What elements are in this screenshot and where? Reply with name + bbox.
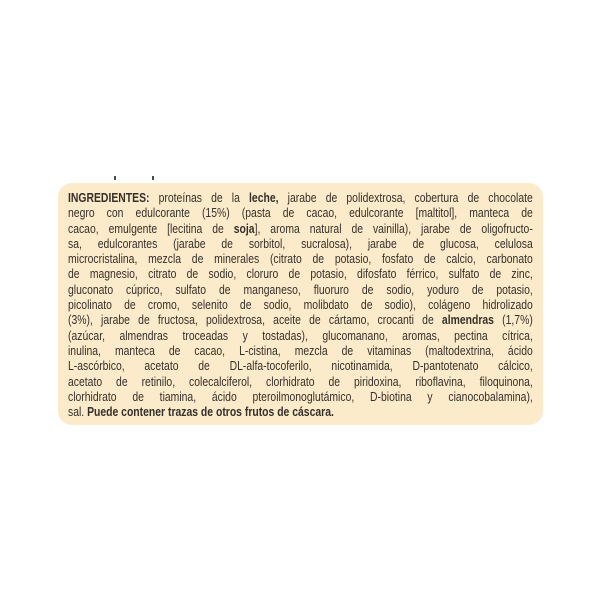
ingredient-text: de magnesio, citrato de sodio, cloruro de potasio, difosfato férrico, sulfato de zinc, bbox=[68, 266, 533, 282]
ingredient-text: ], aroma natural de vainilla), jarabe de oligofructo- bbox=[254, 220, 533, 236]
ingredient-text: inulina, manteca de cacao, L-cistina, mezcla de vitaminas (maltodextrina, ácido bbox=[68, 342, 533, 358]
ingredient-bold-text: INGREDIENTES: bbox=[68, 190, 150, 205]
ingredients-line bbox=[68, 343, 533, 358]
ingredients-line bbox=[68, 282, 533, 297]
ingredient-bold-text: leche, bbox=[249, 190, 279, 205]
ingredients-line bbox=[68, 221, 533, 236]
ingredient-text: L-ascórbico, acetato de DL-alfa-tocoferilo, nicotinamida, D-pantotenato cálcico, bbox=[68, 358, 533, 374]
ingredient-text: sal. bbox=[68, 404, 88, 420]
ingredient-text: jarabe de polidextrosa, cobertura de chocolate bbox=[278, 190, 533, 205]
ingredients-line bbox=[68, 389, 533, 404]
ingredient-bold-text: Puede contener trazas de otros frutos de cáscara. bbox=[87, 404, 334, 420]
ingredients-line bbox=[68, 358, 533, 373]
stray-mark bbox=[114, 176, 116, 180]
ingredient-text: (azúcar, almendras troceadas y tostadas), glucomanano, aromas, pectina cítrica, bbox=[68, 327, 533, 343]
stray-mark bbox=[152, 176, 154, 180]
ingredients-label bbox=[58, 183, 543, 425]
ingredients-line bbox=[68, 328, 533, 343]
ingredients-line bbox=[68, 205, 533, 220]
ingredients-text bbox=[68, 190, 533, 419]
ingredient-text: acetato de retinilo, colecalciferol, clorhidrato de piridoxina, riboflavina, filoquinona, bbox=[68, 373, 533, 389]
ingredient-text: picolinato de cromo, selenito de sodio, molibdato de sodio), colágeno hidrolizado bbox=[68, 297, 533, 313]
ingredients-line bbox=[68, 266, 533, 281]
ingredient-bold-text: almendras bbox=[441, 312, 494, 328]
ingredient-text: clorhidrato de tiamina, ácido pteroilmonoglutámico, D-biotina y cianocobalamina), bbox=[68, 388, 533, 404]
ingredients-line bbox=[68, 190, 533, 205]
ingredient-text: gluconato cúprico, sulfato de manganeso, fluoruro de sodio, yoduro de potasio, bbox=[68, 281, 533, 297]
ingredient-text: cacao, emulgente [lecitina de bbox=[68, 220, 234, 236]
ingredient-text: (3%), jarabe de fructosa, polidextrosa, aceite de cártamo, crocanti de bbox=[68, 312, 442, 328]
ingredient-text: negro con edulcorante (15%) (pasta de cacao, edulcorante [maltitol], manteca de bbox=[68, 205, 533, 221]
ingredients-line bbox=[68, 236, 533, 251]
ingredients-line bbox=[68, 404, 533, 419]
ingredient-text: sa, edulcorantes (jarabe de sorbitol, sucralosa), jarabe de glucosa, celulosa bbox=[68, 235, 533, 251]
ingredient-bold-text: soja bbox=[233, 220, 255, 236]
ingredients-line bbox=[68, 297, 533, 312]
ingredient-text: (1,7%) bbox=[493, 312, 533, 328]
ingredient-text: microcristalina, mezcla de minerales (citrato de potasio, fosfato de calcio, carbonato bbox=[68, 251, 533, 267]
ingredient-text: proteínas de la bbox=[149, 190, 250, 205]
ingredients-line bbox=[68, 374, 533, 389]
ingredients-line bbox=[68, 312, 533, 327]
ingredients-line bbox=[68, 251, 533, 266]
